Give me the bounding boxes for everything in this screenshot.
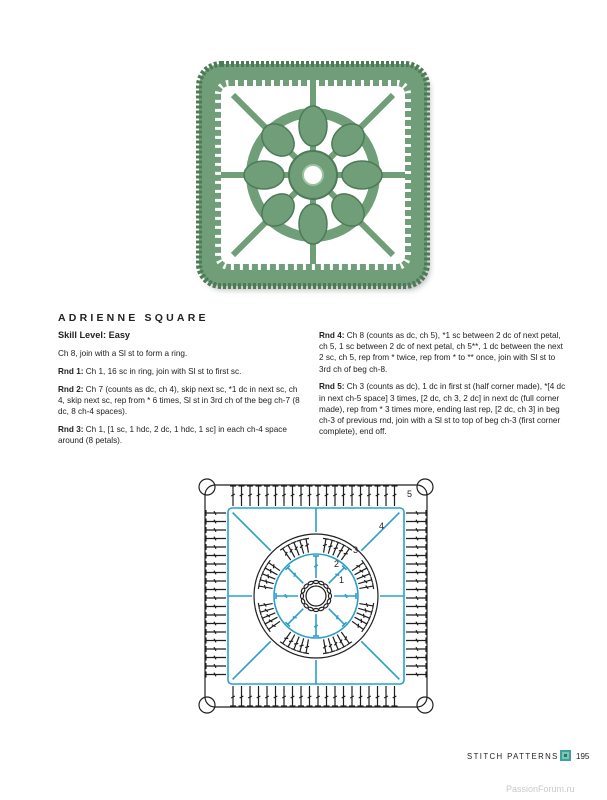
round-3 — [58, 424, 305, 446]
round-5 — [319, 381, 567, 437]
round-text: Ch 1, 16 sc in ring, join with Sl st to first sc. — [85, 366, 242, 376]
round-text: Ch 7 (counts as dc, ch 4), skip next sc, *1 dc in next sc, ch 4, skip next sc, rep from * 6 times, Sl st in 3rd ch of the beg ch-7 (8 dc, 8 ch-4 spaces). — [58, 384, 300, 417]
pattern-swatch-icon — [560, 750, 571, 761]
round-number-5: 5 — [407, 489, 413, 499]
footer-section-title: STITCH PATTERNS — [467, 752, 559, 761]
round-label: Rnd 4: — [319, 331, 345, 340]
skill-level-value: Easy — [108, 330, 131, 340]
round-text: Ch 3 (counts as dc), 1 dc in first st (half corner made), *[4 dc in next ch-5 space] 3 times, [2 dc, ch 3, 2 dc] in next dc (full corner made), rep from * 3 times more, ending last rep, [2 dc, ch 3] in beg ch-3 of previous rnd, join with a Sl st to top of beg ch-3 (first corner complete), end off. — [319, 382, 566, 437]
round-text: Ch 8 (counts as dc, ch 5), *1 sc between 2 dc of next petal, ch 5, 1 sc between 2 dc of next petal, ch 5**, 1 dc between the next 2 sc, ch 5, rep from * twice, rep from * to ** once, join with Sl st to 3rd ch of beg ch-8. — [319, 331, 563, 374]
round-label: Rnd 1: — [58, 366, 84, 376]
stitch-diagram — [193, 473, 439, 719]
round-2 — [58, 384, 305, 418]
round-number-1: 1 — [339, 575, 345, 585]
skill-level-label: Skill Level: — [58, 330, 107, 340]
intro-instruction: Ch 8, join with a Sl st to form a ring. — [58, 349, 188, 359]
watermark: PassionForum.ru — [506, 784, 575, 794]
round-number-2: 2 — [334, 559, 340, 569]
instructions-left-column — [58, 330, 305, 453]
round-number-3: 3 — [353, 545, 359, 555]
crochet-square-photo — [193, 58, 435, 294]
round-4 — [319, 330, 567, 375]
page-number: 195 — [576, 752, 590, 761]
round-label: Rnd 3: — [58, 424, 84, 434]
round-number-4: 4 — [379, 521, 385, 531]
round-label: Rnd 2: — [58, 384, 84, 394]
skill-level — [58, 330, 305, 341]
instructions-right-column — [319, 330, 567, 444]
round-label: Rnd 5: — [319, 382, 345, 392]
pattern-title: ADRIENNE SQUARE — [58, 312, 209, 324]
round-1 — [58, 366, 305, 377]
round-text: Ch 1, [1 sc, 1 hdc, 2 dc, 1 hdc, 1 sc] in each ch-4 space around (8 petals). — [58, 424, 287, 445]
